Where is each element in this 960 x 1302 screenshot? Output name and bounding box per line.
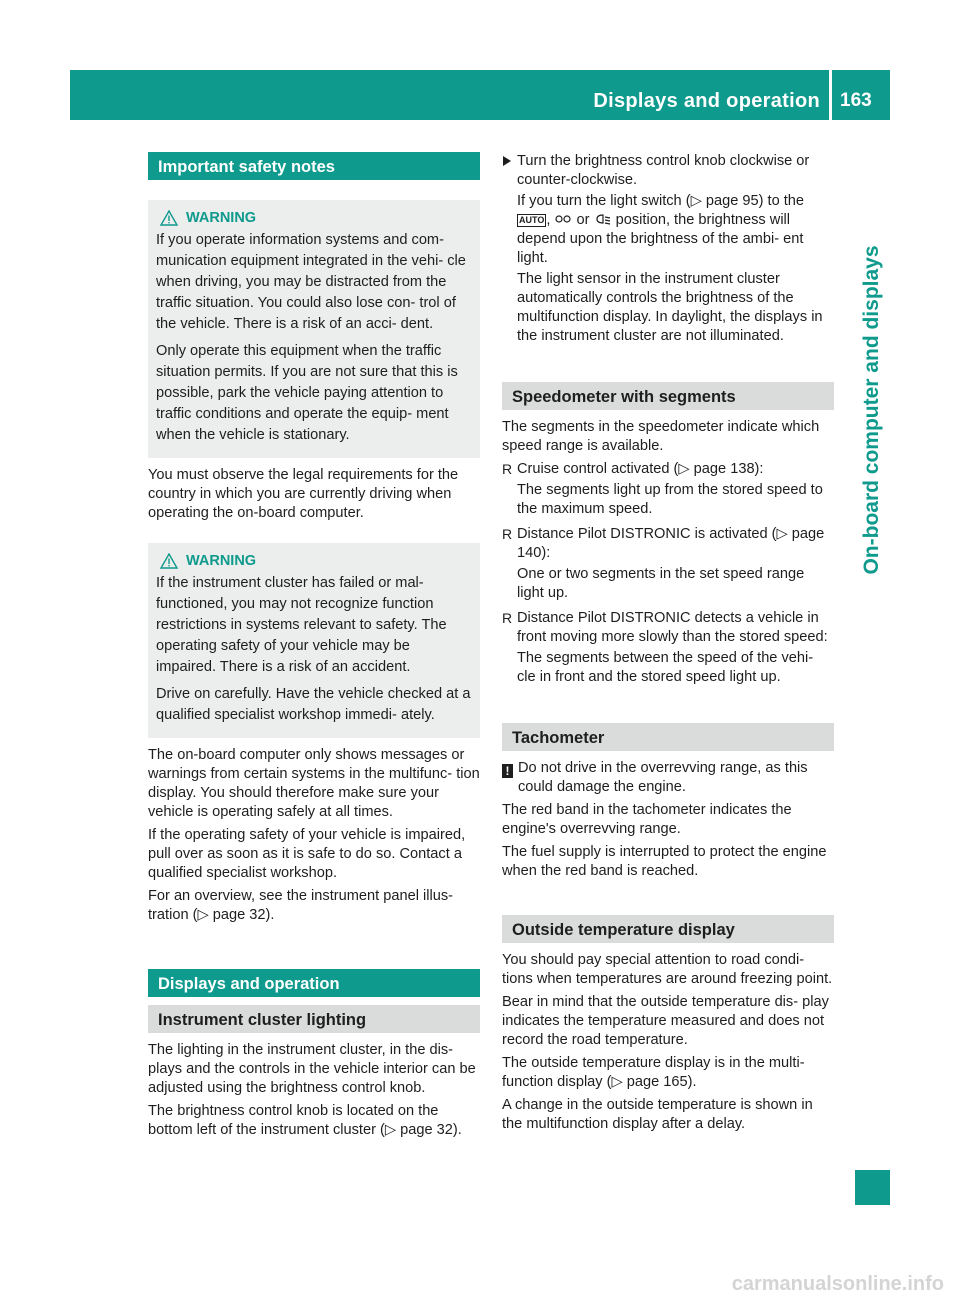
warning-heading — [156, 210, 472, 226]
paragraph: The lighting in the instrument cluster, in the dis- plays and the controls in the vehicle interior can be adjusted using the brightness control knob. — [148, 1042, 476, 1096]
header-divider — [829, 70, 832, 120]
paragraph: The light sensor in the instrument cluster automatically controls the brightness of the multifunction display. In daylight, the displays in the instrument cluster are not illuminated. — [517, 271, 823, 344]
page-number: 163 — [840, 90, 872, 111]
page-header — [70, 70, 890, 120]
header-title: Displays and operation — [593, 90, 820, 112]
warning-triangle-icon — [160, 553, 178, 569]
subsection-title-cluster-lighting: Instrument cluster lighting — [148, 1005, 480, 1033]
paragraph: The brightness control knob is located on the bottom left of the instrument cluster (▷ page 32). — [148, 1103, 462, 1138]
warning-box-2 — [148, 543, 480, 738]
right-column — [502, 152, 834, 1138]
paragraph: The on-board computer only shows messages or warnings from certain systems in the multifunc- tion display. You should therefore make sure your vehicle is operating safely at all times. — [148, 747, 480, 820]
warning-text: If the instrument cluster has failed or mal- functioned, you may not recognize function restrictions in systems relevant to safety. The operating safety of your vehicle may be impaired. There is a risk of an accident. — [156, 575, 447, 675]
warning-heading — [156, 553, 472, 569]
list-item: R Distance Pilot DISTRONIC detects a vehicle in front moving more slowly than the stored speed: The segments between the speed of the vehi- cle in front and the stored speed light up. — [502, 609, 834, 689]
left-column — [148, 152, 480, 1144]
step-arrow-icon — [502, 152, 517, 348]
warning-label: WARNING — [186, 553, 257, 569]
section-title-important-safety: Important safety notes — [148, 152, 480, 180]
paragraph: For an overview, see the instrument panel illus- tration (▷ page 32). — [148, 888, 453, 923]
low-beam-icon — [594, 213, 612, 225]
warning-label: WARNING — [186, 210, 257, 226]
paragraph: You should pay special attention to road condi- tions when temperatures are around freezing point. — [502, 952, 833, 987]
bullet-r-icon: R — [502, 526, 513, 542]
exclamation-icon: ! — [502, 764, 513, 778]
warning-text: Only operate this equipment when the traffic situation permits. If you are not sure that this is possible, park the vehicle paying attention to traffic conditions and operate the equip- ment when the vehicle is stationary. — [156, 343, 458, 443]
paragraph: A change in the outside temperature is shown in the multifunction display after a delay. — [502, 1097, 813, 1132]
auto-light-symbol: AUTO — [519, 215, 545, 225]
side-tab-marker — [855, 1170, 890, 1205]
watermark: carmanualsonline.info — [731, 1273, 944, 1295]
paragraph: The red band in the tachometer indicates the engine's overrevving range. — [502, 802, 792, 837]
warning-text: If you operate information systems and com- munication equipment integrated in the vehi- cle when driving, you may be distracted from the traffic situation. You could also lose con- trol of the vehicle. There is a risk of an acci- dent. — [156, 232, 466, 332]
damage-note — [502, 759, 834, 801]
warning-triangle-icon — [160, 210, 178, 226]
paragraph: You must observe the legal requirements for the country in which you are currently driving when operating the on-board computer. — [148, 467, 459, 521]
warning-box-1 — [148, 200, 480, 458]
paragraph: If the operating safety of your vehicle is impaired, pull over as soon as it is safe to do so. Contact a qualified specialist workshop. — [148, 827, 466, 881]
subsection-title-speedometer: Speedometer with segments — [502, 382, 834, 410]
paragraph: Bear in mind that the outside temperature dis- play indicates the temperature measured and does not record the road temperature. — [502, 994, 829, 1048]
bullet-r-icon: R — [502, 610, 513, 626]
note-text: Do not drive in the overrevving range, as this could damage the engine. — [518, 760, 808, 795]
paragraph: The segments in the speedometer indicate which speed range is available. — [502, 419, 820, 454]
step-text: Turn the brightness control knob clockwise or counter-clockwise. — [517, 153, 810, 188]
subsection-title-outside-temp: Outside temperature display — [502, 915, 834, 943]
warning-text: Drive on carefully. Have the vehicle checked at a qualified specialist workshop immedi- ately. — [156, 686, 471, 723]
bullet-r-icon: R — [502, 461, 513, 477]
side-tab-label: On-board computer and displays — [860, 245, 883, 575]
paragraph: The outside temperature display is in the multi- function display (▷ page 165). — [502, 1055, 805, 1090]
list-item: R Cruise control activated (▷ page 138): The segments light up from the stored speed to the maximum speed. — [502, 460, 834, 521]
paragraph: If you turn the light switch (▷ page 95) to the AUTO , or position, the brightness will depend upon the brightness of the ambi- ent light. — [517, 193, 805, 266]
instruction-step — [502, 152, 834, 348]
subsection-title-tachometer: Tachometer — [502, 723, 834, 751]
parking-light-icon — [554, 213, 572, 225]
paragraph: The fuel supply is interrupted to protect the engine when the red band is reached. — [502, 844, 827, 879]
section-title-displays-operation: Displays and operation — [148, 969, 480, 997]
list-item: R Distance Pilot DISTRONIC is activated (▷ page 140): One or two segments in the set speed range light up. — [502, 525, 834, 605]
